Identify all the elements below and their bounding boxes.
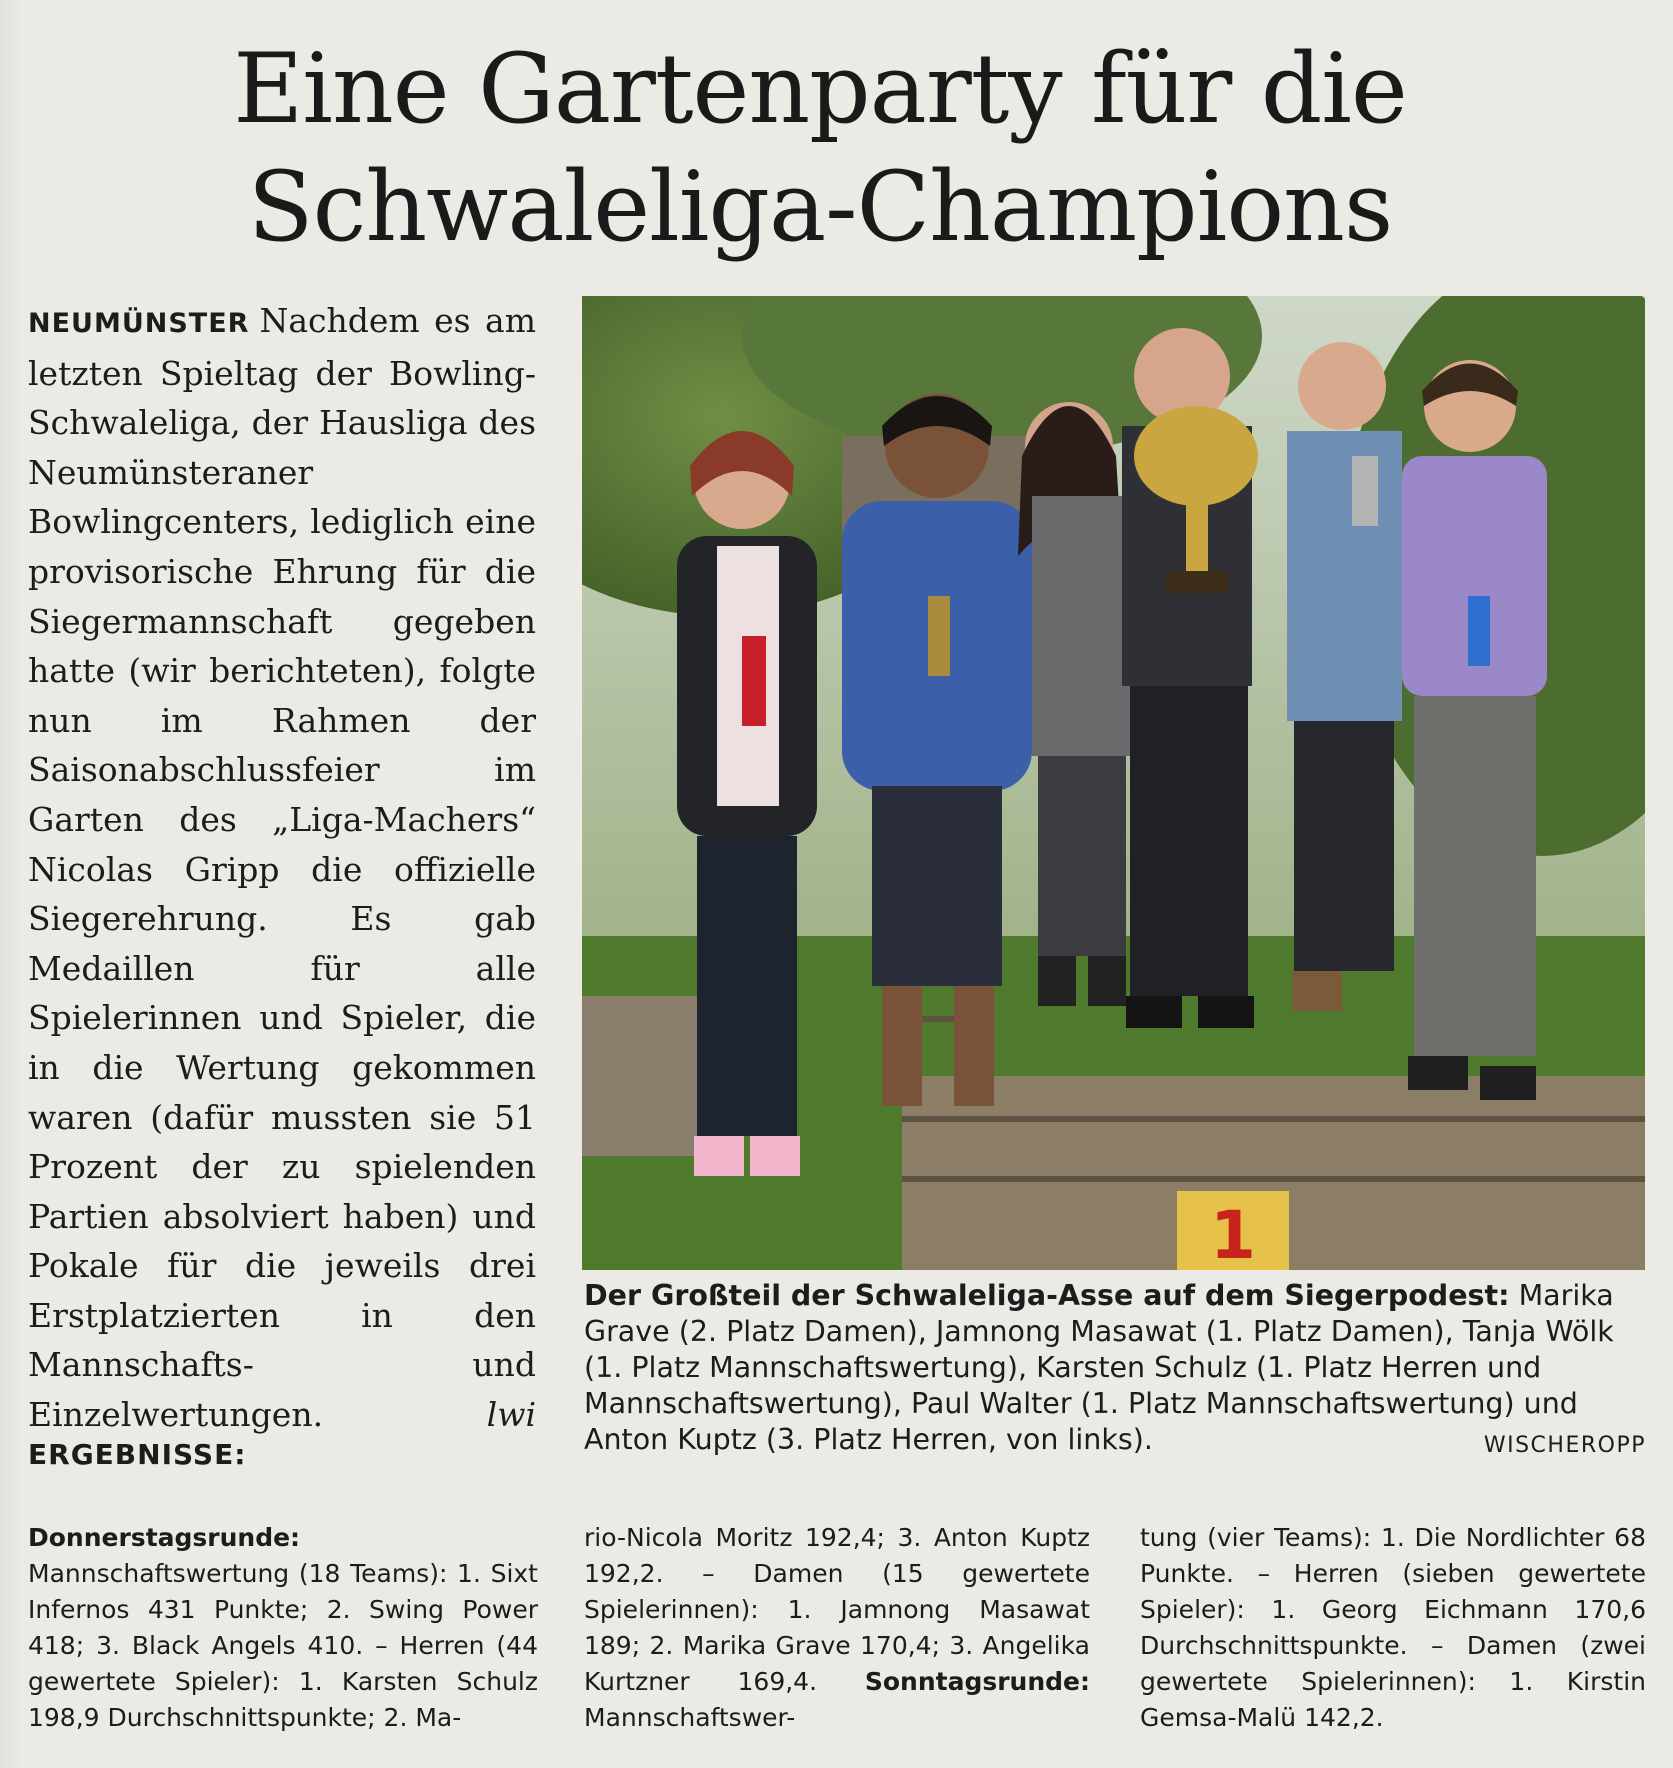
photo-caption [584,1278,1646,1464]
person-4 [1122,328,1258,1028]
results-col3-text: tung (vier Teams): 1. Die Nordlichter 68 Punkte. – Herren (sieben gewertete Spieler): 1. Georg Eichmann 170,6 Durchschnittspunkte. – Damen (zwei gewertete Spielerinnen): 1. Kirstin Gemsa-Malü 142,2. [1140,1523,1646,1732]
photo-credit: WISCHEROPP [1483,1433,1646,1458]
results-sunday-label: Sonntagsrunde: [864,1667,1090,1696]
person-1 [677,431,817,1176]
article-body-text: Nachdem es am letzten Spieltag der Bowling-Schwaleliga, der Hausliga des Neumünsteraner Bowlingcenters, lediglich eine provisorische Ehrung für die Siegermannschaft gegeben hatte (wir berichteten), folgte nun im Rahmen der Saisonabschlussfeier im Garten des „Liga-Machers“ Nicolas Gripp die offizielle Siegerehrung. Es gab Medaillen für alle Spielerinnen und Spieler, die in die Wertung gekommen waren (dafür mussten sie 51 Prozent der zu spielenden Partien absolviert haben) und Pokale für die jeweils drei Erstplatzierten in den Mannschafts- und Einzelwertungen. [28,301,536,1435]
winners-photo [582,296,1645,1270]
page-edge-shadow [0,0,24,1768]
dateline: NEUMÜNSTER [28,308,250,339]
person-6 [1402,360,1547,1100]
results-column-1 [28,1520,538,1736]
results-column-3 [1140,1520,1646,1736]
results-col2-tail: Mannschaftswer- [584,1703,796,1732]
article-body [28,296,536,1440]
headline [230,30,1410,266]
person-5 [1287,342,1402,1011]
headline-line-2: Schwaleliga-Champions [247,151,1393,263]
results-thursday-label: Donnerstagsrunde: [28,1523,301,1552]
author-initials: lwi [486,1395,536,1435]
headline-line-1: Eine Gartenparty für die [233,33,1407,145]
photo-illustration [582,296,1645,1270]
results-column-2 [584,1520,1090,1736]
results-thursday-text: Mannschaftswertung (18 Teams): 1. Sixt Infernos 431 Punkte; 2. Swing Power 418; 3. Black Angels 410. – Herren (44 gewertete Spieler): 1. Karsten Schulz 198,9 Durchschnittspunkte; 2. Ma- [28,1559,538,1732]
caption-lead: Der Großteil der Schwaleliga-Asse auf dem Siegerpodest: [584,1279,1510,1312]
results-heading: ERGEBNISSE: [28,1438,247,1471]
caption-text: Marika Grave (2. Platz Damen), Jamnong Masawat (1. Platz Damen), Tanja Wölk (1. Platz Mannschaftswertung), Karsten Schulz (1. Platz Herren und Mannschaftswertung), Paul Walter (1. Platz Mannschaftswertung) und Anton Kuptz (3. Platz Herren, von links). [584,1279,1614,1456]
podium-number: 1 [1210,1197,1256,1270]
results-col2-text: rio-Nicola Moritz 192,4; 3. Anton Kuptz 192,2. – Damen (15 gewertete Spielerinnen): 1. Jamnong Masawat 189; 2. Marika Grave 170,4; 3. Angelika Kurtzner 169,4. [584,1523,1090,1696]
